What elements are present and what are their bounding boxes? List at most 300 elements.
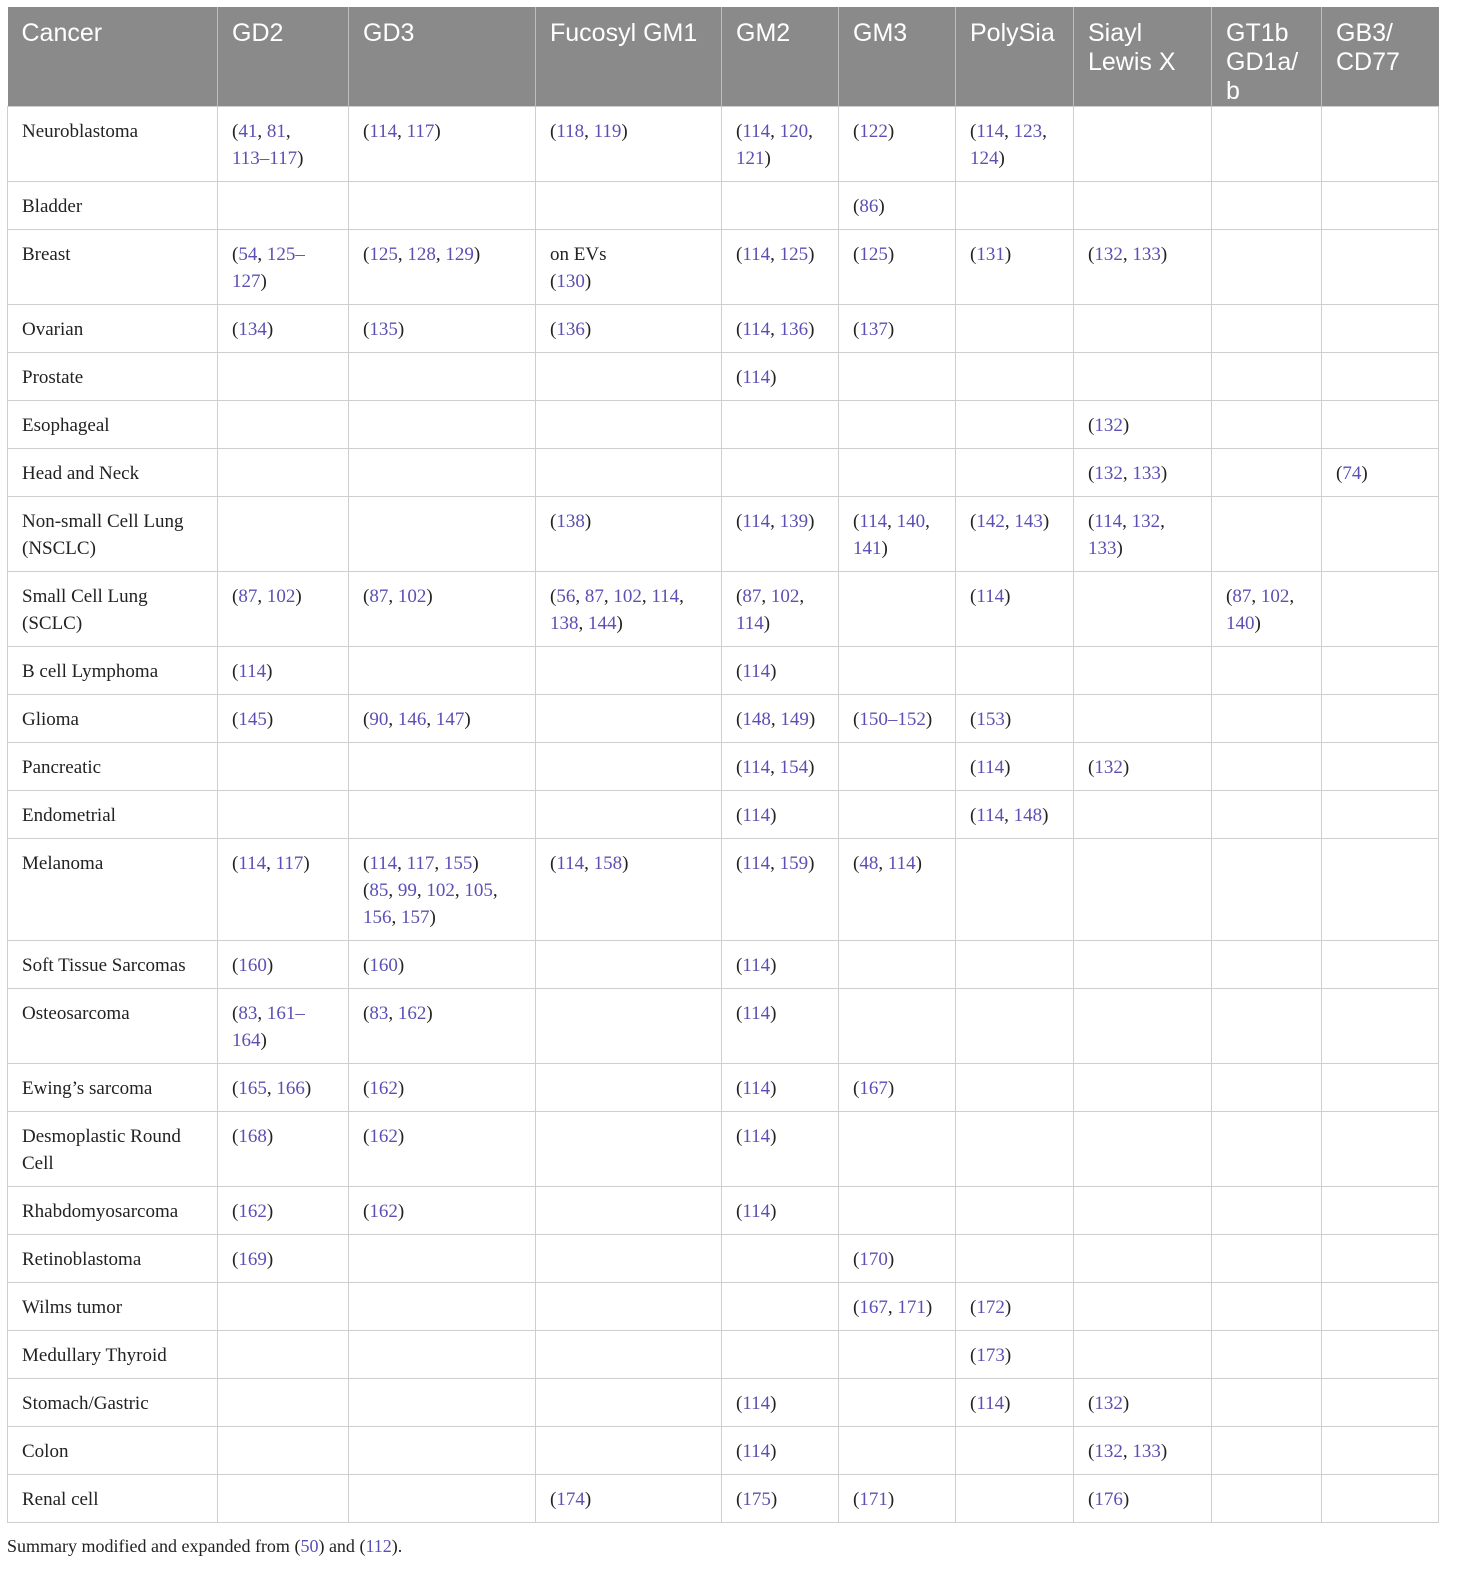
reference-cell: [1074, 1187, 1212, 1235]
reference-cell: [218, 791, 349, 839]
reference-text[interactable]: (83, 161– 164): [232, 1003, 305, 1051]
reference-text[interactable]: (114, 117, 155) (85, 99, 102, 105, 156, 157): [363, 853, 498, 928]
reference-cell: [1212, 1064, 1322, 1112]
reference-text[interactable]: (114): [736, 1078, 777, 1099]
reference-cell: [839, 1331, 956, 1379]
table-container: [7, 7, 1438, 1523]
reference-text[interactable]: (114): [736, 1393, 777, 1414]
reference-cell: [536, 305, 722, 353]
cancer-name: Colon: [22, 1441, 69, 1462]
table-row: [8, 1475, 1439, 1523]
reference-cell: [1322, 1331, 1439, 1379]
table-row: [8, 1112, 1439, 1187]
cancer-name-cell: [8, 182, 218, 230]
reference-cell: [839, 1475, 956, 1523]
reference-text[interactable]: (132): [1088, 415, 1130, 436]
reference-cell: [1322, 572, 1439, 647]
reference-cell: [722, 1187, 839, 1235]
reference-cell: [956, 1331, 1074, 1379]
caption-reference-link[interactable]: (50): [294, 1536, 325, 1556]
reference-cell: [1212, 449, 1322, 497]
reference-cell: [1322, 353, 1439, 401]
reference-cell: [349, 230, 536, 305]
cancer-name-cell: [8, 449, 218, 497]
reference-cell: [218, 1235, 349, 1283]
caption-text: .: [397, 1536, 403, 1556]
reference-cell: [218, 1427, 349, 1475]
reference-text[interactable]: (114, 132, 133): [1088, 511, 1165, 559]
reference-text[interactable]: (132, 133): [1088, 1441, 1168, 1462]
reference-cell: [956, 182, 1074, 230]
reference-cell: [722, 695, 839, 743]
reference-cell: [218, 647, 349, 695]
cancer-name-cell: [8, 1187, 218, 1235]
cancer-name-cell: [8, 353, 218, 401]
cancer-name: Glioma: [22, 709, 79, 730]
reference-cell: [349, 497, 536, 572]
reference-cell: [722, 647, 839, 695]
reference-text[interactable]: (114, 136): [736, 319, 815, 340]
reference-cell: [1212, 1475, 1322, 1523]
reference-text[interactable]: (150–152): [853, 709, 933, 730]
reference-cell: [722, 989, 839, 1064]
cancer-name: Renal cell: [22, 1489, 99, 1510]
reference-cell: [839, 1112, 956, 1187]
cancer-name: B cell Lymphoma: [22, 661, 159, 682]
reference-cell: [536, 791, 722, 839]
reference-text[interactable]: (87, 102, 140): [1226, 586, 1295, 634]
cancer-name-cell: [8, 572, 218, 647]
cancer-name: Endometrial: [22, 805, 116, 826]
reference-cell: [1074, 401, 1212, 449]
reference-cell: [536, 497, 722, 572]
reference-text[interactable]: (153): [970, 709, 1012, 730]
reference-cell: [1322, 1235, 1439, 1283]
cancer-name-cell: [8, 1283, 218, 1331]
reference-cell: [1074, 497, 1212, 572]
reference-cell: [218, 305, 349, 353]
column-header: GD2: [218, 7, 349, 107]
reference-cell: [536, 695, 722, 743]
reference-cell: [218, 695, 349, 743]
reference-text[interactable]: (168): [232, 1126, 274, 1147]
cancer-name-cell: [8, 1235, 218, 1283]
cancer-name-cell: [8, 1112, 218, 1187]
reference-cell: [349, 1187, 536, 1235]
cancer-name-cell: [8, 107, 218, 182]
cancer-name: Soft Tissue Sarcomas: [22, 955, 186, 976]
column-header: GM2: [722, 7, 839, 107]
reference-cell: [536, 353, 722, 401]
reference-text[interactable]: (74): [1336, 463, 1368, 484]
table-row: [8, 230, 1439, 305]
cancer-name: Non-small Cell Lung (NSCLC): [22, 511, 184, 559]
reference-text[interactable]: (114): [970, 1393, 1011, 1414]
reference-text[interactable]: (162): [363, 1201, 405, 1222]
reference-text[interactable]: (114): [232, 661, 273, 682]
reference-cell: [218, 1331, 349, 1379]
table-row: [8, 449, 1439, 497]
reference-cell: [218, 182, 349, 230]
reference-text[interactable]: (48, 114): [853, 853, 922, 874]
table-row: [8, 989, 1439, 1064]
reference-cell: [349, 401, 536, 449]
reference-text[interactable]: (132): [1088, 757, 1130, 778]
reference-text[interactable]: (114): [736, 1201, 777, 1222]
reference-text[interactable]: (132, 133): [1088, 244, 1168, 265]
reference-cell: [1212, 989, 1322, 1064]
reference-cell: [1322, 497, 1439, 572]
reference-cell: [839, 647, 956, 695]
reference-cell: [839, 1427, 956, 1475]
column-header: GD3: [349, 7, 536, 107]
reference-cell: [956, 1064, 1074, 1112]
reference-cell: [722, 791, 839, 839]
reference-cell: [956, 572, 1074, 647]
reference-text[interactable]: (136): [550, 319, 592, 340]
reference-cell: [956, 353, 1074, 401]
table-row: [8, 791, 1439, 839]
reference-cell: [536, 182, 722, 230]
header-row: [8, 7, 1439, 107]
reference-cell: [349, 1331, 536, 1379]
reference-text[interactable]: (132): [1088, 1393, 1130, 1414]
cancer-name-cell: [8, 1064, 218, 1112]
reference-cell: [536, 1064, 722, 1112]
reference-text[interactable]: (145): [232, 709, 274, 730]
cancer-name: Esophageal: [22, 415, 110, 436]
reference-cell: [1074, 1112, 1212, 1187]
reference-cell: [722, 182, 839, 230]
reference-cell: [839, 1283, 956, 1331]
reference-cell: [1322, 989, 1439, 1064]
reference-cell: [1322, 1475, 1439, 1523]
reference-text[interactable]: (167): [853, 1078, 895, 1099]
reference-cell: [839, 743, 956, 791]
reference-cell: [956, 1187, 1074, 1235]
reference-cell: [1074, 791, 1212, 839]
reference-cell: [536, 401, 722, 449]
reference-text[interactable]: (114, 125): [736, 244, 815, 265]
reference-text[interactable]: (87, 102, 114): [736, 586, 805, 634]
reference-cell: [1074, 941, 1212, 989]
reference-cell: [1322, 107, 1439, 182]
reference-text[interactable]: (176): [1088, 1489, 1130, 1510]
reference-text[interactable]: (87, 102): [232, 586, 302, 607]
reference-text[interactable]: (135): [363, 319, 405, 340]
reference-cell: [1212, 1112, 1322, 1187]
reference-text[interactable]: (114, 148): [970, 805, 1049, 826]
table-row: [8, 1064, 1439, 1112]
reference-cell: [1074, 647, 1212, 695]
reference-text[interactable]: (165, 166): [232, 1078, 312, 1099]
reference-cell: [1074, 1283, 1212, 1331]
column-header: GM3: [839, 7, 956, 107]
reference-text[interactable]: (170): [853, 1249, 895, 1270]
reference-text[interactable]: (162): [363, 1126, 405, 1147]
reference-cell: [1074, 353, 1212, 401]
reference-cell: [1212, 791, 1322, 839]
reference-cell: [536, 989, 722, 1064]
reference-cell: [1074, 1475, 1212, 1523]
reference-text[interactable]: (83, 162): [363, 1003, 433, 1024]
cancer-name: Retinoblastoma: [22, 1249, 142, 1270]
reference-cell: [1212, 1283, 1322, 1331]
reference-text[interactable]: (162): [363, 1078, 405, 1099]
reference-cell: [1322, 1283, 1439, 1331]
reference-cell: [349, 182, 536, 230]
reference-cell: [956, 647, 1074, 695]
reference-cell: [1212, 182, 1322, 230]
reference-cell: [536, 230, 722, 305]
reference-cell: [349, 1064, 536, 1112]
reference-cell: [349, 305, 536, 353]
reference-text[interactable]: (114): [736, 367, 777, 388]
cancer-name: Bladder: [22, 196, 83, 217]
reference-cell: [956, 791, 1074, 839]
reference-text[interactable]: (114, 159): [736, 853, 815, 874]
reference-text[interactable]: (160): [363, 955, 405, 976]
table-row: [8, 401, 1439, 449]
column-header: Siayl Lewis X: [1074, 7, 1212, 107]
reference-cell: [1212, 497, 1322, 572]
reference-cell: [1322, 1427, 1439, 1475]
reference-cell: [349, 353, 536, 401]
reference-cell: [839, 791, 956, 839]
table-body: [8, 107, 1439, 1523]
reference-cell: [1074, 839, 1212, 941]
caption-reference-link[interactable]: (112): [359, 1536, 398, 1556]
reference-cell: [956, 1283, 1074, 1331]
reference-text[interactable]: (138): [550, 511, 592, 532]
table-row: [8, 743, 1439, 791]
reference-cell: [956, 1427, 1074, 1475]
reference-cell: [1212, 230, 1322, 305]
reference-text[interactable]: (131): [970, 244, 1012, 265]
reference-cell: [1074, 230, 1212, 305]
reference-cell: [1074, 1427, 1212, 1475]
reference-text[interactable]: on EVs (130): [550, 244, 607, 292]
reference-cell: [218, 230, 349, 305]
reference-cell: [722, 449, 839, 497]
reference-text[interactable]: (114): [736, 1003, 777, 1024]
ganglioside-cancer-table: [7, 7, 1439, 1523]
reference-cell: [1074, 449, 1212, 497]
reference-cell: [1322, 1112, 1439, 1187]
reference-text[interactable]: (162): [232, 1201, 274, 1222]
reference-cell: [218, 497, 349, 572]
reference-text[interactable]: (122): [853, 121, 895, 142]
column-header: GT1b GD1a/ b: [1212, 7, 1322, 107]
reference-text[interactable]: (114, 120, 121): [736, 121, 813, 169]
reference-cell: [218, 1064, 349, 1112]
reference-text[interactable]: (87, 102): [363, 586, 433, 607]
reference-cell: [536, 647, 722, 695]
reference-cell: [349, 107, 536, 182]
reference-cell: [536, 1112, 722, 1187]
reference-cell: [1322, 230, 1439, 305]
reference-cell: [839, 449, 956, 497]
reference-text[interactable]: (173): [970, 1345, 1012, 1366]
column-header: Fucosyl GM1: [536, 7, 722, 107]
reference-text[interactable]: (142, 143): [970, 511, 1050, 532]
reference-text[interactable]: (114): [736, 1126, 777, 1147]
reference-cell: [839, 182, 956, 230]
reference-cell: [722, 1475, 839, 1523]
reference-cell: [1074, 1235, 1212, 1283]
reference-text[interactable]: (175): [736, 1489, 778, 1510]
reference-text[interactable]: (114, 154): [736, 757, 815, 778]
reference-cell: [349, 695, 536, 743]
reference-text[interactable]: (137): [853, 319, 895, 340]
cancer-name-cell: [8, 989, 218, 1064]
cancer-name-cell: [8, 1331, 218, 1379]
reference-cell: [839, 1187, 956, 1235]
reference-cell: [1074, 107, 1212, 182]
reference-cell: [1322, 1379, 1439, 1427]
reference-text[interactable]: (90, 146, 147): [363, 709, 471, 730]
reference-cell: [1212, 1379, 1322, 1427]
reference-cell: [722, 353, 839, 401]
cancer-name-cell: [8, 839, 218, 941]
reference-text[interactable]: (86): [853, 196, 885, 217]
reference-text[interactable]: (114, 158): [550, 853, 629, 874]
reference-cell: [1212, 305, 1322, 353]
reference-cell: [1074, 743, 1212, 791]
reference-text[interactable]: (125, 128, 129): [363, 244, 481, 265]
reference-cell: [218, 401, 349, 449]
reference-text[interactable]: (41, 81, 113–117): [232, 121, 304, 169]
reference-cell: [1212, 743, 1322, 791]
cancer-name: Pancreatic: [22, 757, 102, 778]
reference-cell: [839, 572, 956, 647]
reference-cell: [536, 1427, 722, 1475]
reference-cell: [1074, 695, 1212, 743]
column-header: PolySia: [956, 7, 1074, 107]
reference-cell: [1322, 182, 1439, 230]
reference-cell: [536, 1475, 722, 1523]
reference-cell: [1074, 1379, 1212, 1427]
reference-text[interactable]: (134): [232, 319, 274, 340]
reference-cell: [722, 497, 839, 572]
reference-text[interactable]: (114): [970, 757, 1011, 778]
reference-text[interactable]: (160): [232, 955, 274, 976]
reference-cell: [1212, 647, 1322, 695]
reference-cell: [536, 1283, 722, 1331]
cancer-name-cell: [8, 1379, 218, 1427]
reference-text[interactable]: (167, 171): [853, 1297, 933, 1318]
reference-text[interactable]: (114, 117): [363, 121, 441, 142]
reference-cell: [1322, 695, 1439, 743]
reference-text[interactable]: (114): [736, 1441, 777, 1462]
reference-cell: [349, 647, 536, 695]
table-row: [8, 1235, 1439, 1283]
reference-text[interactable]: (114): [970, 586, 1011, 607]
reference-cell: [1212, 572, 1322, 647]
reference-cell: [349, 572, 536, 647]
cancer-name: Melanoma: [22, 853, 104, 874]
reference-cell: [349, 989, 536, 1064]
reference-cell: [1074, 1331, 1212, 1379]
reference-cell: [349, 1427, 536, 1475]
reference-cell: [1074, 572, 1212, 647]
cancer-name-cell: [8, 497, 218, 572]
reference-cell: [722, 839, 839, 941]
reference-cell: [218, 353, 349, 401]
reference-cell: [956, 401, 1074, 449]
cancer-name: Ovarian: [22, 319, 84, 340]
reference-text[interactable]: (169): [232, 1249, 274, 1270]
reference-text[interactable]: (132, 133): [1088, 463, 1168, 484]
reference-text[interactable]: (174): [550, 1489, 592, 1510]
reference-text[interactable]: (171): [853, 1489, 895, 1510]
reference-cell: [956, 989, 1074, 1064]
reference-text[interactable]: (172): [970, 1297, 1012, 1318]
reference-text[interactable]: (125): [853, 244, 895, 265]
reference-cell: [218, 1112, 349, 1187]
reference-text[interactable]: (114, 140, 141): [853, 511, 930, 559]
reference-cell: [956, 497, 1074, 572]
reference-cell: [722, 1112, 839, 1187]
reference-cell: [1322, 401, 1439, 449]
reference-cell: [218, 107, 349, 182]
reference-cell: [1074, 182, 1212, 230]
table-row: [8, 353, 1439, 401]
reference-text[interactable]: (114): [736, 955, 777, 976]
table-row: [8, 182, 1439, 230]
reference-cell: [839, 1379, 956, 1427]
reference-text[interactable]: (114): [736, 805, 777, 826]
reference-cell: [536, 1235, 722, 1283]
reference-cell: [1322, 305, 1439, 353]
table-row: [8, 647, 1439, 695]
reference-cell: [1322, 791, 1439, 839]
reference-cell: [1322, 1064, 1439, 1112]
reference-text[interactable]: (54, 125– 127): [232, 244, 305, 292]
reference-cell: [1212, 107, 1322, 182]
reference-text[interactable]: (114): [736, 661, 777, 682]
cancer-name: Stomach/Gastric: [22, 1393, 149, 1414]
reference-text[interactable]: (56, 87, 102, 114, 138, 144): [550, 586, 684, 634]
reference-cell: [1322, 449, 1439, 497]
reference-text[interactable]: (114, 117): [232, 853, 310, 874]
reference-cell: [1074, 989, 1212, 1064]
table-row: [8, 572, 1439, 647]
reference-cell: [218, 1283, 349, 1331]
reference-cell: [349, 1112, 536, 1187]
cancer-name: Head and Neck: [22, 463, 140, 484]
reference-text[interactable]: (148, 149): [736, 709, 816, 730]
cancer-name: Prostate: [22, 367, 84, 388]
reference-cell: [1074, 1064, 1212, 1112]
reference-cell: [1212, 1235, 1322, 1283]
reference-cell: [839, 107, 956, 182]
reference-cell: [536, 572, 722, 647]
reference-cell: [218, 989, 349, 1064]
reference-text[interactable]: (114, 123, 124): [970, 121, 1047, 169]
cancer-name: Desmoplastic Round Cell: [22, 1126, 181, 1174]
reference-cell: [722, 230, 839, 305]
reference-cell: [839, 1235, 956, 1283]
reference-cell: [349, 1235, 536, 1283]
reference-cell: [839, 695, 956, 743]
reference-text[interactable]: (114, 139): [736, 511, 815, 532]
reference-cell: [722, 107, 839, 182]
reference-cell: [839, 989, 956, 1064]
reference-cell: [536, 839, 722, 941]
cancer-name: Small Cell Lung (SCLC): [22, 586, 148, 634]
reference-text[interactable]: (118, 119): [550, 121, 628, 142]
